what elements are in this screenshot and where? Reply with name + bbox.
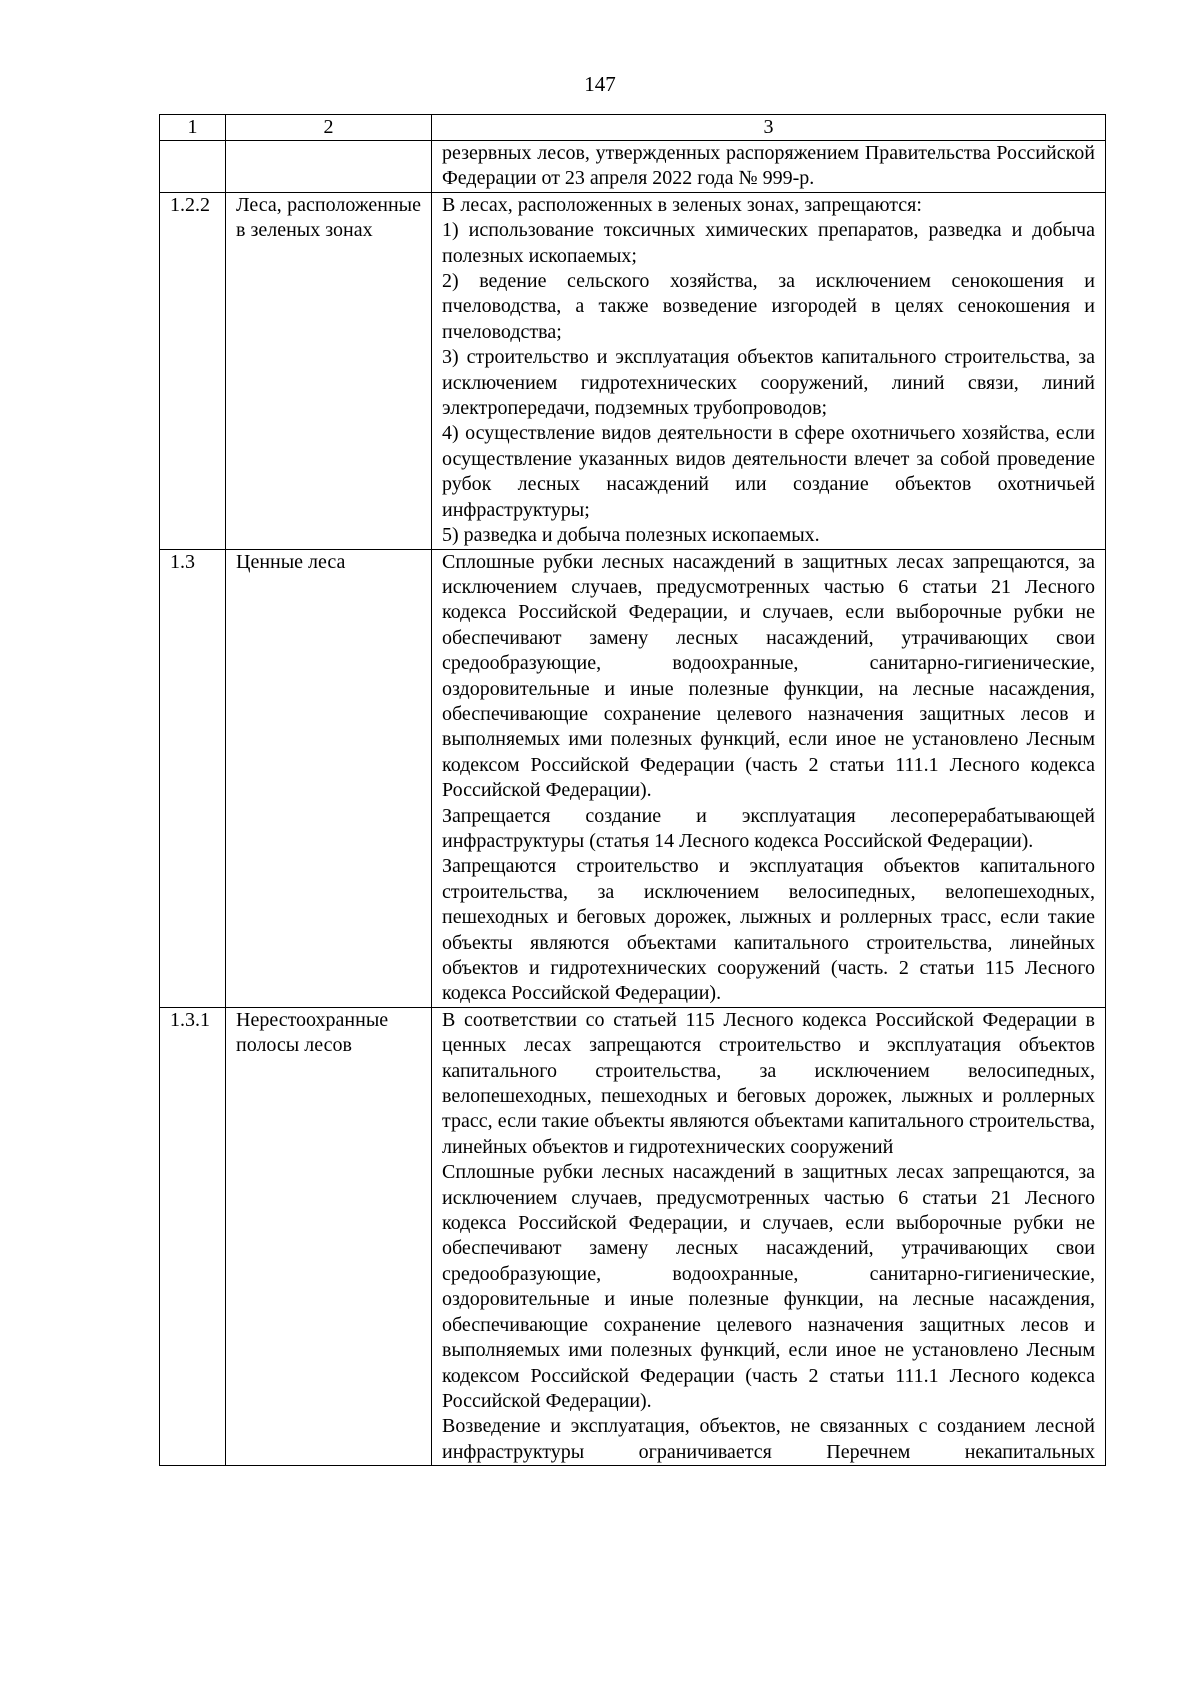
header-col-2: 2 — [226, 115, 432, 141]
row-category-text: Леса, расположенные в зеленых зонах — [236, 193, 421, 242]
content-paragraph: Запрещается создание и эксплуатация лесоперерабатывающей инфраструктуры (статья 14 Лесного кодекса Российской Федерации). — [442, 804, 1095, 852]
table-row — [160, 192, 1106, 549]
content-paragraph: В соответствии со статьей 115 Лесного кодекса Российской Федерации в ценных лесах запрещаются строительство и эксплуатация объектов капитального строительства, за исключением велосипедных, велопешеходных, пешеходных и беговых дорожек, лыжных и роллерных трасс, если такие объекты являются объектами капитального строительства, линейных объектов и гидротехнических сооружений — [442, 1008, 1095, 1158]
content-paragraph: Запрещаются строительство и эксплуатация объектов капитального строительства, за исключением велосипедных, велопешеходных, пешеходных и беговых дорожек, лыжных и роллерных трасс, если такие объекты являются объектами капитального строительства, линейных объектов и гидротехнических сооружений (часть. 2 статьи 115 Лесного кодекса Российской Федерации). — [442, 855, 1095, 1005]
row-content — [432, 549, 1106, 1007]
table-row — [160, 549, 1106, 1007]
regulations-table — [159, 114, 1106, 1466]
table-row — [160, 1007, 1106, 1465]
row-number: 1.3 — [160, 549, 226, 1007]
row-category: Ценные леса — [226, 549, 432, 1007]
page-number: 147 — [584, 72, 616, 96]
row-number — [160, 141, 226, 193]
row-number: 1.2.2 — [160, 192, 226, 549]
content-paragraph: 4) осуществление видов деятельности в сфере охотничьего хозяйства, если осуществление указанных видов деятельности влечет за собой проведение рубок лесных насаждений или создание объектов охотничьей инфраструктуры; — [442, 422, 1095, 521]
header-col-1: 1 — [160, 115, 226, 141]
row-category — [226, 141, 432, 193]
content-paragraph: В лесах, расположенных в зеленых зонах, запрещаются: — [442, 193, 922, 216]
content-paragraph: Возведение и эксплуатация, объектов, не связанных с созданием лесной инфраструктуры ограничивается Перечнем некапитальных — [442, 1415, 1095, 1463]
table-row — [160, 141, 1106, 193]
row-content — [432, 141, 1106, 193]
content-paragraph: 3) строительство и эксплуатация объектов капитального строительства, за исключением гидротехнических сооружений, линий связи, линий электропередачи, подземных трубопроводов; — [442, 346, 1095, 420]
row-category: Нерестоохранные полосы лесов — [226, 1007, 432, 1465]
content-paragraph: резервных лесов, утвержденных распоряжением Правительства Российской Федерации от 23 апреля 2022 года № 999-р. — [442, 142, 1095, 190]
content-paragraph: 5) разведка и добыча полезных ископаемых. — [442, 524, 820, 547]
row-content — [432, 1007, 1106, 1465]
row-content — [432, 192, 1106, 549]
content-paragraph: 1) использование токсичных химических препаратов, разведка и добыча полезных ископаемых; — [442, 219, 1095, 267]
header-col-3: 3 — [432, 115, 1106, 141]
content-paragraph: Сплошные рубки лесных насаждений в защитных лесах запрещаются, за исключением случаев, предусмотренных частью 6 статьи 21 Лесного кодекса Российской Федерации, и случаев, если выборочные рубки не обеспечивают замену лесных насаждений, утрачивающих свои средообразующие, водоохранные, санитарно-гигиенические, оздоровительные и иные полезные функции, на лесные насаждения, обеспечивающие сохранение целевого назначения защитных лесов и выполняемых ими полезных функций, если иное не установлено Лесным кодексом Российской Федерации (часть 2 статьи 111.1 Лесного кодекса Российской Федерации). — [442, 1161, 1095, 1412]
content-paragraph: Сплошные рубки лесных насаждений в защитных лесах запрещаются, за исключением случаев, предусмотренных частью 6 статьи 21 Лесного кодекса Российской Федерации, и случаев, если выборочные рубки не обеспечивают замену лесных насаждений, утрачивающих свои средообразующие, водоохранные, санитарно-гигиенические, оздоровительные и иные полезные функции, на лесные насаждения, обеспечивающие сохранение целевого назначения защитных лесов и выполняемых ими полезных функций, если иное не установлено Лесным кодексом Российской Федерации (часть 2 статьи 111.1 Лесного кодекса Российской Федерации). — [442, 550, 1095, 802]
row-number: 1.3.1 — [160, 1007, 226, 1465]
row-category — [226, 192, 432, 549]
table-header-row — [160, 115, 1106, 141]
content-paragraph: 2) ведение сельского хозяйства, за исключением сенокошения и пчеловодства, а также возведение изгородей в целях сенокошения и пчеловодства; — [442, 270, 1095, 343]
